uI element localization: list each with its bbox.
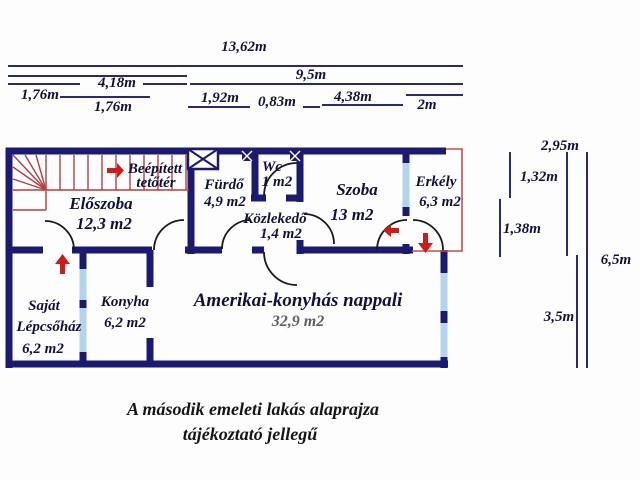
szoba-left-arrow-icon bbox=[383, 224, 399, 237]
room-konyha-area: 6,2 m2 bbox=[104, 315, 146, 331]
room-lepcsohaz-name-1: Saját bbox=[28, 298, 60, 314]
door-arc-szoba bbox=[304, 214, 334, 244]
dim-4-38-label: 4,38m bbox=[334, 89, 372, 105]
room-szoba-area: 13 m2 bbox=[330, 205, 374, 224]
dim-1-92-label: 1,92m bbox=[201, 90, 239, 106]
room-tetoter-name-1: Beépített bbox=[127, 161, 183, 177]
vent-marker-icon-left bbox=[242, 151, 252, 161]
dim-4-18-label: 4,18m bbox=[98, 75, 136, 91]
room-konyha-name: Konyha bbox=[100, 294, 150, 310]
vent-marker-icon-right bbox=[290, 151, 300, 161]
dim-total-width-label: 13,62m bbox=[221, 39, 267, 55]
room-tetoter-name-2: tetőtér bbox=[136, 175, 176, 191]
caption bbox=[126, 399, 379, 444]
right-dimensions bbox=[500, 138, 631, 368]
caption-line-1: A második emeleti lakás alaprajza bbox=[126, 399, 380, 419]
dim-right-span-label: 9,5m bbox=[295, 67, 327, 83]
erkely-down-arrow-icon bbox=[418, 233, 433, 253]
room-wc-name: Wc bbox=[262, 159, 282, 175]
dim-2m-label: 2m bbox=[417, 97, 437, 113]
door-arc-lepcsohaz bbox=[45, 221, 74, 250]
entry-up-arrow-icon bbox=[55, 254, 70, 274]
room-erkely-area: 6,3 m2 bbox=[419, 194, 461, 210]
dim-2-95-label: 2,95m bbox=[541, 138, 579, 154]
room-furdo-name: Fürdő bbox=[204, 177, 244, 193]
room-wc-area: 1 m2 bbox=[261, 174, 293, 190]
dim-1-32-label: 1,32m bbox=[520, 169, 558, 185]
room-eloszoba-name: Előszoba bbox=[69, 194, 133, 213]
room-kozlekedo-name: Közlekedő bbox=[243, 211, 307, 227]
dim-1-76a-label: 1,76m bbox=[21, 87, 59, 103]
shaft-window-icon bbox=[188, 149, 218, 169]
dim-6-5-label: 6,5m bbox=[600, 252, 632, 268]
room-erkely-name: Erkély bbox=[415, 174, 457, 190]
room-lepcsohaz-area: 6,2 m2 bbox=[22, 341, 64, 357]
room-kozlekedo-area: 1,4 m2 bbox=[260, 226, 302, 242]
door-arc-nappali bbox=[264, 252, 297, 285]
room-lepcsohaz-name-2: Lépcsőház bbox=[16, 319, 82, 335]
room-nappali-name: Amerikai-konyhás nappali bbox=[193, 290, 403, 311]
dim-1-38-label: 1,38m bbox=[503, 221, 541, 237]
room-nappali-area: 32,9 m2 bbox=[271, 313, 325, 330]
dim-1-76b-label: 1,76m bbox=[94, 99, 132, 115]
caption-line-2: tájékoztató jellegű bbox=[182, 424, 318, 444]
top-dimensions bbox=[8, 39, 463, 115]
room-eloszoba-area: 12,3 m2 bbox=[76, 214, 132, 233]
dim-0-83-label: 0,83m bbox=[258, 94, 296, 110]
room-szoba-name: Szoba bbox=[336, 180, 378, 199]
door-arc-konyha bbox=[154, 220, 184, 250]
room-furdo-area: 4,9 m2 bbox=[204, 194, 246, 210]
dim-3-5-label: 3,5m bbox=[543, 309, 575, 325]
